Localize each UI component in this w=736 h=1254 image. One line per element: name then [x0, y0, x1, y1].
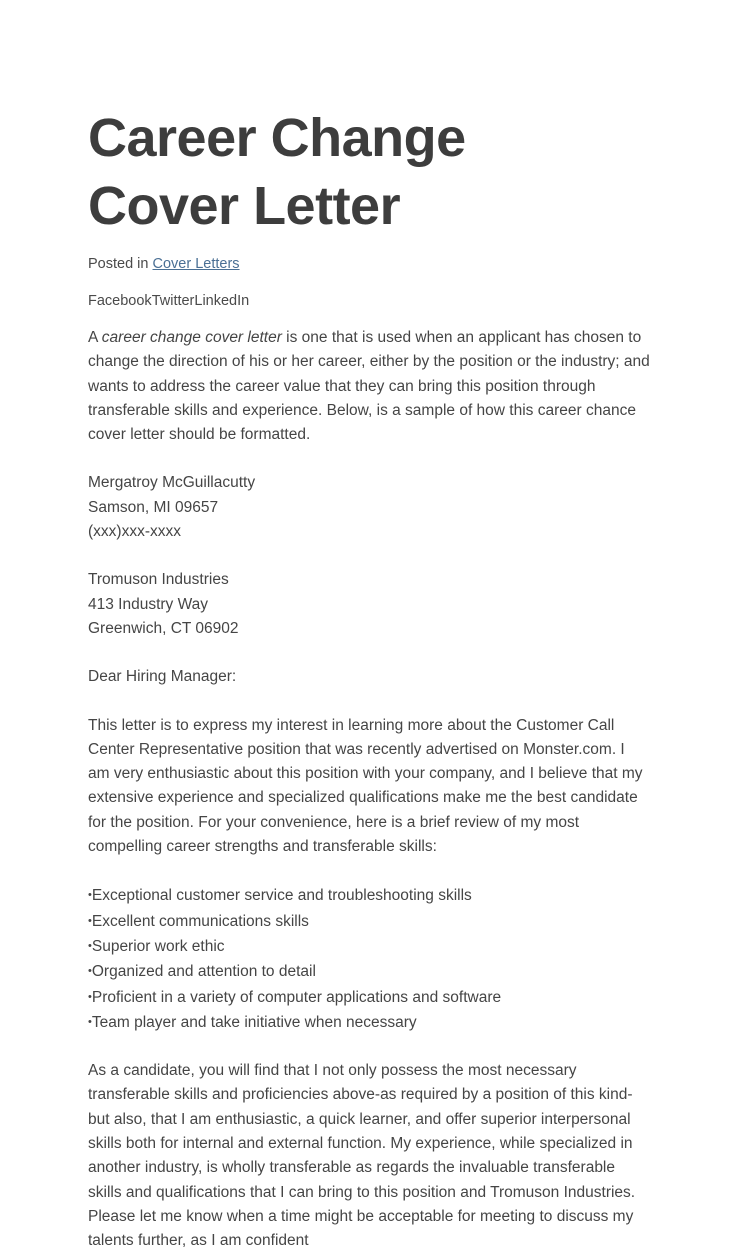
sender-name: Mergatroy McGuillacutty	[88, 474, 256, 492]
page-title: Career Change Cover Letter	[88, 108, 466, 236]
intro-lead-rest: is one that is used when an applicant has chosen to change the direction of his or her career, either by the position or the industry; and wants to address the career value that they can bring this position through transferable skills and experience. Below, is a sample of how this career chance cover letter should be formatted.	[88, 329, 650, 444]
category-link-cover-letters[interactable]: Cover Letters	[152, 256, 240, 272]
intro-lead-italic-term: career change cover letter	[101, 329, 282, 346]
list-item: • Proficient in a variety of computer applications and software	[88, 985, 650, 1010]
intro-lead-prefix: A	[88, 329, 102, 346]
posted-in-meta	[88, 254, 650, 274]
recipient-address-block	[88, 568, 650, 641]
share-link-linkedin[interactable]: LinkedIn	[194, 293, 250, 309]
list-item: • Exceptional customer service and troubleshooting skills	[88, 883, 650, 908]
article-body	[88, 326, 650, 1254]
sender-phone: (xxx)xxx-xxxx	[88, 523, 181, 541]
recipient-city-state-zip: Greenwich, CT 06902	[88, 619, 239, 637]
letter-salutation: Dear Hiring Manager:	[88, 668, 237, 686]
intro-paragraph	[88, 326, 650, 447]
sender-city-state-zip: Samson, MI 09657	[88, 498, 219, 516]
letter-opening-paragraph: This letter is to express my interest in learning more about the Customer Call Center Representative position that was recently advertised on Monster.com. I am very enthusiastic about this position with your company, and I believe that my extensive experience and specialized qualifications make me the best candidate for the position. For your convenience, here is a brief review of my most compelling career strengths and transferable skills:	[88, 716, 643, 856]
sender-address-block	[88, 471, 650, 544]
social-share-bar[interactable]	[88, 291, 650, 311]
share-link-twitter[interactable]: Twitter	[151, 293, 195, 309]
letter-closing-paragraph: As a candidate, you will find that I not only possess the most necessary transferable skills and proficiencies above-as required by a position of this kind-but also, that I am enthusiastic, a quick learner, and offer superior interpersonal skills both for internal and external function. My experience, while specialized in another industry, is wholly transferable as regards the invaluable transferable skills and qualifications that I can bring to this position and Tromuson Industries. Please let me know when a time might be acceptable for meeting to discuss my talents further, as I am confident	[88, 1062, 636, 1250]
skills-list	[88, 883, 650, 1035]
list-item: • Superior work ethic	[88, 934, 650, 959]
list-item: • Excellent communications skills	[88, 909, 650, 934]
posted-in-label: Posted in	[88, 256, 153, 272]
share-link-facebook[interactable]: Facebook	[88, 293, 152, 309]
recipient-street: 413 Industry Way	[88, 595, 209, 613]
recipient-company: Tromuson Industries	[88, 571, 229, 589]
list-item: • Team player and take initiative when necessary	[88, 1010, 650, 1035]
list-item: • Organized and attention to detail	[88, 959, 650, 984]
